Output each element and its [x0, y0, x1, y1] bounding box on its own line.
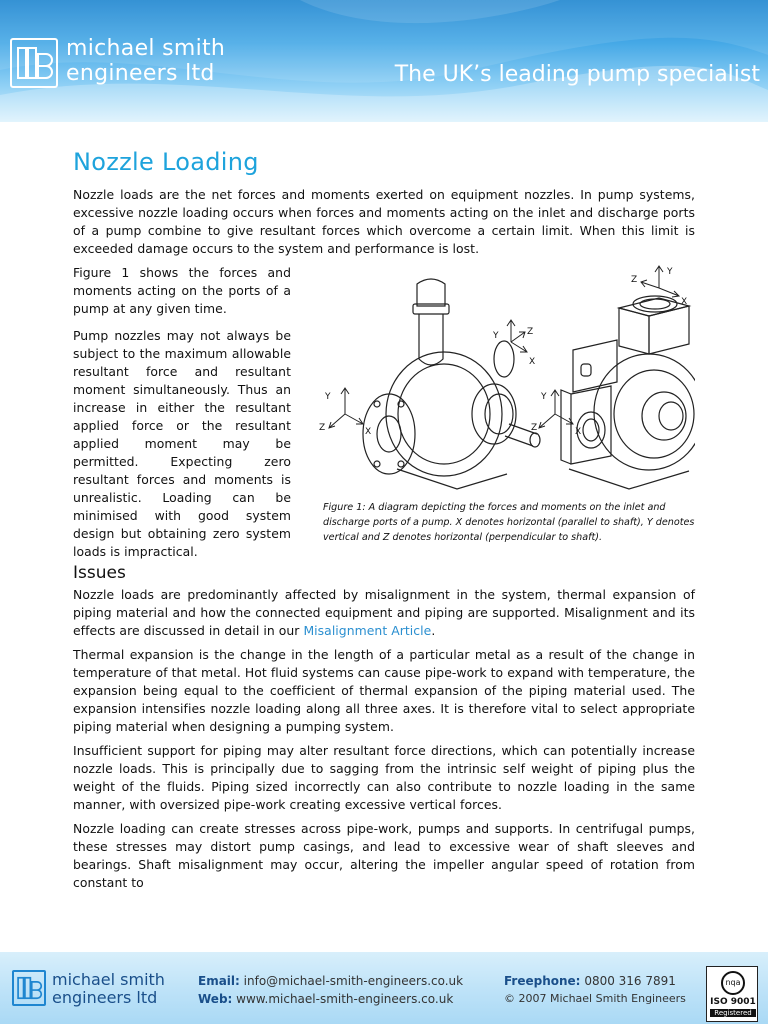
axis-y-right: Y [541, 392, 547, 402]
axis-y-left: Y [325, 392, 331, 402]
axis-z-discharge: Z [527, 327, 534, 337]
figure-paragraph-2: Pump nozzles may not always be subject to the maximum allowable resultant force and resultant moment simultaneously. Thus an increase in either the resultant applied force or the resultant applied moment may be permitted. Expecting zero resultant forces and moments is unrealistic. Loading can be minimised with good system design but obtaining zero system loads is impractical. [73, 328, 291, 559]
email-label: Email: [198, 974, 240, 988]
misalignment-article-link[interactable]: Misalignment Article [303, 623, 432, 638]
footer-logo-icon [14, 972, 44, 1004]
figure-paragraph-1: Figure 1 shows the forces and moments acting on the ports of a pump at any given time. [73, 265, 291, 316]
footer-contact [198, 972, 463, 1008]
iso-standard: ISO 9001 [710, 997, 756, 1007]
right-pump-drawing [561, 296, 695, 489]
company-logo[interactable] [10, 38, 58, 88]
email-link[interactable]: info@michael-smith-engineers.co.uk [243, 974, 464, 988]
header-tagline: The UK’s leading pump specialist [394, 62, 760, 87]
axis-y-discharge: Y [493, 331, 499, 341]
issues-paragraph-4: Nozzle loading can create stresses across pipe-work, pumps and supports. In centrifugal pumps, these stresses may distort pump casings, and lead to excessive wear of shaft sleeves and bearings. Shaft misalignment may occur, altering the impeller angular speed of rotation from constant to [73, 821, 695, 890]
copyright-text: © 2007 Michael Smith Engineers [504, 992, 686, 1005]
brand-name-line2: engineers ltd [66, 61, 215, 86]
iso-certification-badge [706, 966, 758, 1022]
issues-paragraph-2: Thermal expansion is the change in the length of a particular metal as a result of the change in temperature of that metal. Hot fluid systems can cause pipe-work to expand with temperature, the expansion being equal to the coefficient of thermal expansion of the piping material used. The expansion intensifies nozzle loading along all three axes. It is therefore vital to select appropriate piping material when designing a pumping system. [73, 647, 695, 734]
axis-x-right: X [575, 427, 582, 437]
page-header [0, 0, 768, 122]
issues-paragraph-1 [73, 586, 695, 640]
figure-caption: Figure 1: A diagram depicting the forces and moments on the inlet and discharge ports of a pump. X denotes horizontal (parallel to shaft), Y denotes vertical and Z denotes horizontal (perpendicular to shaft). [323, 502, 695, 543]
issues-heading: Issues [73, 563, 126, 583]
page-title: Nozzle Loading [73, 148, 259, 176]
axis-x-left: X [365, 427, 372, 437]
axis-x-top: X [681, 297, 688, 307]
brand-name-line1: michael smith [66, 36, 226, 61]
footer-logo[interactable] [12, 970, 46, 1006]
web-link[interactable]: www.michael-smith-engineers.co.uk [236, 992, 454, 1006]
axis-x-discharge: X [529, 357, 536, 367]
pump-forces-figure [319, 264, 695, 556]
nqa-logo: nqa [721, 971, 745, 995]
axis-letters [319, 267, 687, 437]
pump-diagram [319, 264, 695, 496]
axis-triads [329, 266, 679, 428]
axis-z-right: Z [531, 423, 538, 433]
freephone-number[interactable]: 0800 316 7891 [584, 974, 676, 988]
footer-brand-line1: michael smith [52, 970, 165, 989]
iso-status: Registered [710, 1009, 756, 1017]
intro-paragraph: Nozzle loads are the net forces and moments exerted on equipment nozzles. In pump systems, excessive nozzle loading occurs when forces and moments acting on the inlet and discharge ports of a pump combine to give resultant forces which overcome a certain limit. When this limit is exceeded damage occurs to the system and performance is lost. [73, 187, 695, 256]
figure-section [73, 264, 695, 559]
freephone-label: Freephone: [504, 974, 581, 988]
article-content [73, 146, 695, 898]
left-pump-drawing [363, 279, 540, 489]
footer-brand-line2: engineers ltd [52, 988, 158, 1007]
axis-z-left: Z [319, 423, 326, 433]
company-logo-icon [12, 40, 56, 86]
axis-z-top: Z [631, 275, 638, 285]
web-label: Web: [198, 992, 233, 1006]
axis-y-top: Y [667, 267, 673, 277]
issues-p1-text: Nozzle loads are predominantly affected by misalignment in the system, thermal expansion of piping material and how the connected equipment and piping are supported. Misalignment and its effects are discussed in detail in our [73, 587, 695, 638]
issues-p1-end: . [431, 623, 436, 638]
page-footer [0, 952, 768, 1024]
figure-side-text [73, 264, 291, 570]
issues-paragraph-3: Insufficient support for piping may alter resultant force directions, which can potentially increase nozzle loads. This is principally due to sagging from the intrinsic self weight of piping plus the weight of the fluids. Piping sized incorrectly can also contribute to nozzle loading in the same manner, with oversized pipe-work creating excessive vertical forces. [73, 743, 695, 812]
footer-phone [504, 972, 686, 1008]
